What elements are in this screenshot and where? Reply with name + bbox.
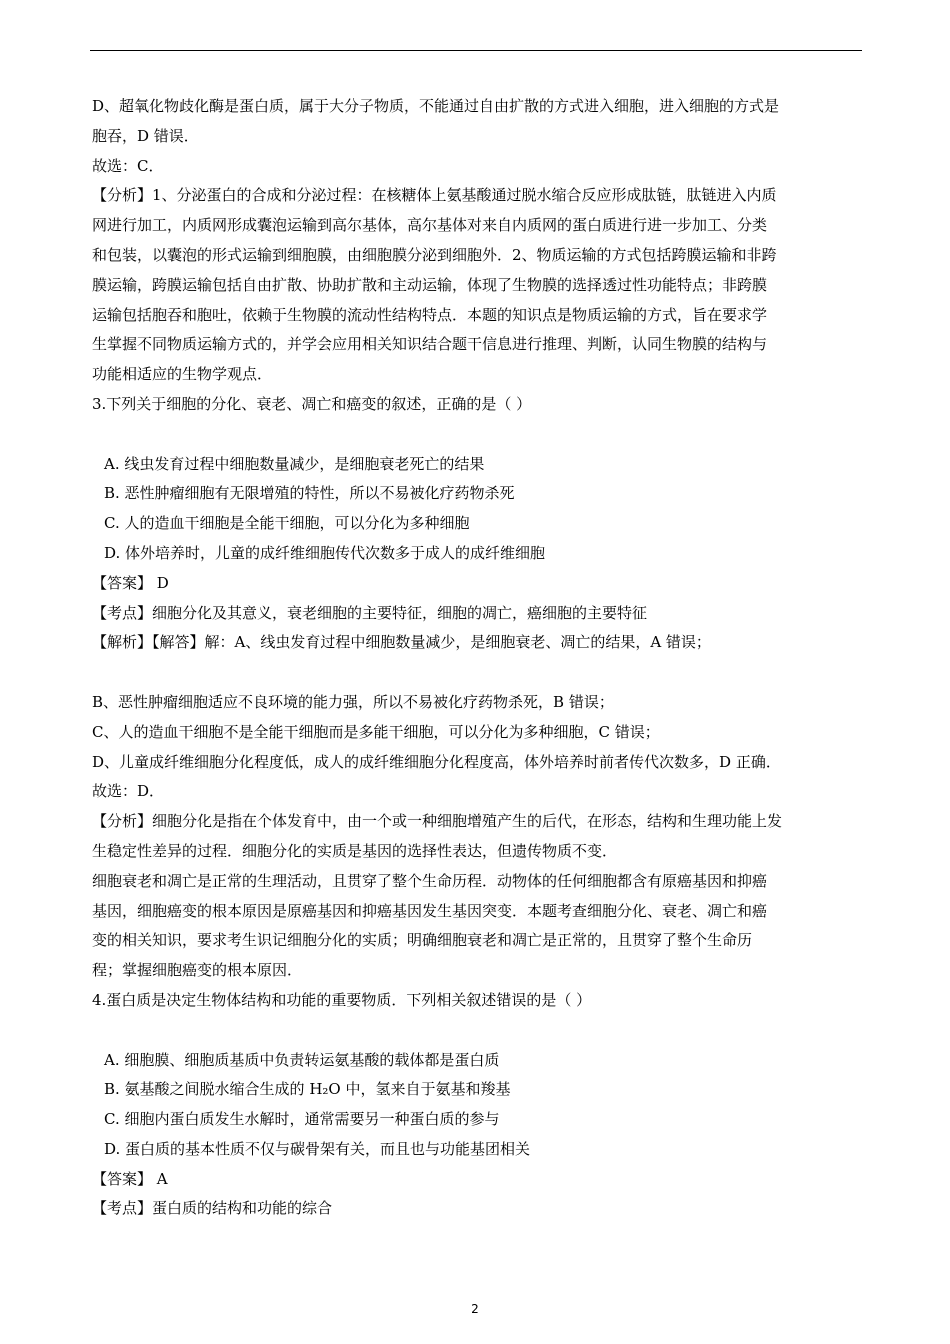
answer-option: C. 细胞内蛋白质发生水解时，通常需要另一种蛋白质的参与: [104, 1110, 500, 1129]
blank-line: [92, 1016, 864, 1046]
text-line: 故选：D．: [92, 782, 165, 801]
text-line: 【分析】1、分泌蛋白的合成和分泌过程：在核糖体上氨基酸通过脱水缩合反应形成肽链，肽链进入内质: [92, 186, 777, 205]
text-line: 功能相适应的生物学观点．: [92, 365, 273, 384]
text-line: B、恶性肿瘤细胞适应不良环境的能力强，所以不易被化疗药物杀死，B 错误；: [92, 692, 614, 711]
text-line: 网进行加工，内质网形成囊泡运输到高尔基体，高尔基体对来自内质网的蛋白质进行进一步加工、分类: [92, 216, 768, 235]
text-line: 和包装，以囊泡的形式运输到细胞膜，由细胞膜分泌到细胞外．2、物质运输的方式包括跨膜运输和非跨: [92, 245, 777, 264]
text-line: 故选：C．: [92, 156, 164, 175]
text-line: C、人的造血干细胞不是全能干细胞而是多能干细胞，可以分化为多种细胞，C 错误；: [92, 722, 660, 741]
answer-option: D. 体外培养时，儿童的成纤维细胞传代次数多于成人的成纤维细胞: [104, 543, 546, 562]
answer-option: C. 人的造血干细胞是全能干细胞，可以分化为多种细胞: [104, 514, 470, 533]
text-line: 变的相关知识，要求考生识记细胞分化的实质；明确细胞衰老和凋亡是正常的，且贯穿了整个生命历: [92, 931, 753, 950]
answer-option: B. 恶性肿瘤细胞有无限增殖的特性，所以不易被化疗药物杀死: [104, 484, 515, 503]
text-line: 【考点】蛋白质的结构和功能的综合: [92, 1199, 333, 1218]
text-line: 4.蛋白质是决定生物体结构和功能的重要物质．下列相关叙述错误的是（ ）: [92, 990, 592, 1009]
header-rule: [90, 50, 862, 51]
answer-option: B. 氨基酸之间脱水缩合生成的 H₂O 中，氢来自于氨基和羧基: [104, 1080, 511, 1099]
answer-option: A. 细胞膜、细胞质基质中负责转运氨基酸的载体都是蛋白质: [104, 1050, 500, 1069]
text-line: 【分析】细胞分化是指在个体发育中，由一个或一种细胞增殖产生的后代，在形态，结构和生理功能上发: [92, 812, 783, 831]
answer-option: D. 蛋白质的基本性质不仅与碳骨架有关，而且也与功能基团相关: [104, 1139, 531, 1158]
text-line: 生稳定性差异的过程．细胞分化的实质是基因的选择性表达，但遗传物质不变．: [92, 841, 618, 860]
blank-line: [92, 420, 864, 450]
document-body: [92, 92, 864, 1224]
text-line: 【答案】 D: [92, 573, 169, 592]
text-line: 胞吞，D 错误．: [92, 126, 199, 145]
answer-option: A. 线虫发育过程中细胞数量减少，是细胞衰老死亡的结果: [104, 454, 485, 473]
text-line: D、儿童成纤维细胞分化程度低，成人的成纤维细胞分化程度高，体外培养时前者传代次数多，D 正确．: [92, 752, 781, 771]
text-line: 细胞衰老和凋亡是正常的生理活动，且贯穿了整个生命历程．动物体的任何细胞都含有原癌基因和抑癌: [92, 871, 768, 890]
blank-line: [92, 658, 864, 688]
text-line: 膜运输，跨膜运输包括自由扩散、协助扩散和主动运输，体现了生物膜的选择透过性功能特点；非跨膜: [92, 275, 768, 294]
text-line: 基因，细胞癌变的根本原因是原癌基因和抑癌基因发生基因突变．本题考查细胞分化、衰老、凋亡和癌: [92, 901, 768, 920]
text-line: 程；掌握细胞癌变的根本原因．: [92, 961, 303, 980]
page-number: 2: [471, 1302, 479, 1316]
text-line: 【答案】 A: [92, 1169, 168, 1188]
text-line: 3.下列关于细胞的分化、衰老、凋亡和癌变的叙述，正确的是（ ）: [92, 394, 532, 413]
text-line: 运输包括胞吞和胞吐，依赖于生物膜的流动性结构特点．本题的知识点是物质运输的方式，旨在要求学: [92, 305, 768, 324]
text-line: 【解析】【解答】解：A、线虫发育过程中细胞数量减少，是细胞衰老、凋亡的结果，A 错误；: [92, 633, 711, 652]
text-line: D、超氧化物歧化酶是蛋白质，属于大分子物质，不能通过自由扩散的方式进入细胞，进入细胞的方式是: [92, 97, 780, 115]
text-line: 【考点】细胞分化及其意义，衰老细胞的主要特征，细胞的凋亡，癌细胞的主要特征: [92, 603, 648, 622]
text-line: 生掌握不同物质运输方式的，并学会应用相关知识结合题干信息进行推理、判断，认同生物膜的结构与: [92, 335, 768, 354]
